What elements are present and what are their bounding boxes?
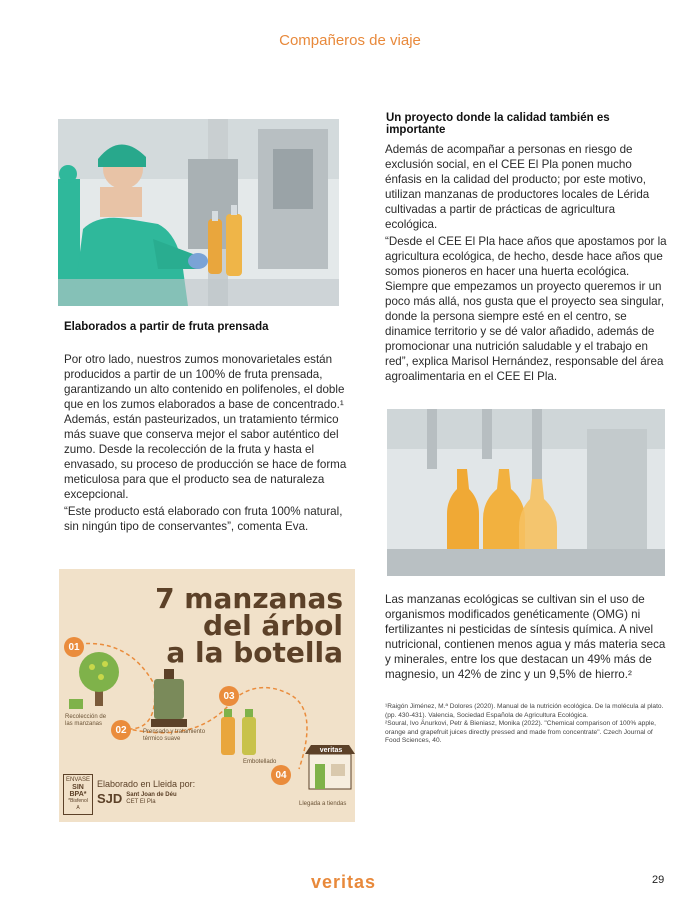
sjd-name-line2: CET El Pla [126,798,156,805]
badge-line1: ENVASE [66,777,90,783]
paragraph-pressed-fruit: Por otro lado, nuestros zumos monovarietales están producidos a partir de un 100% de fruta prensada, garantizando un alto contenido en polifenoles, el doble que en los zumos elaborados a base de concentrado.¹ Además, están pasteurizados, un tratamiento térmico más suave que conserva mejor el sabor auténtico del zumo. Desde la recolección de la fruta y hasta el envasado, su proceso de producción se hace de forma meticulosa para que el producto sea de naturaleza excepcional. [64,353,347,501]
step-02-label: Prensado y tratamiento térmico suave [143,729,206,742]
sjd-logo [97,791,177,806]
badge-line4: *Bisfenol A [68,798,88,811]
paragraph-eva-quote: “Este producto está elaborado con fruta 100% natural, sin ningún tipo de conservantes”, comenta Eva. [64,505,343,533]
heading-quality-project: Un proyecto donde la calidad también es importante [386,112,610,136]
step-01-label: Recolección de las manzanas [65,714,107,727]
sjd-name [126,792,176,806]
infographic-apple-to-bottle [59,569,355,822]
photo-worker-production-line [58,119,339,306]
paragraph-marisol-quote: “Desde el CEE El Pla hace años que apostamos por la agricultura ecológica, de hecho, desde hace años que somos pioneros en hacer una huerta ecológica. Siempre que empezamos un proyecto queremos ir un poco más allá, nos gusta que el proyecto sea singular, donde la persona siempre esté en el centro, se dinamice territorio y se dé valor añadido, además de promocionar una nutrición saludable y el trabajo en red”, explica Marisol Hernández, responsable del área agroalimentaria en el CEE El Pla. [385,235,667,383]
photo-worker-illustration [58,119,339,306]
infographic-title-line1: 7 manzanas [155,582,343,615]
photo-juice-bottles [387,409,665,576]
sjd-acronym: SJD [97,791,123,806]
step-04-label: Llegada a tiendas [299,801,347,807]
bpa-free-badge [63,774,93,815]
footer-brand-logo: veritas [311,872,377,892]
step-03-label: Embotellado [243,759,277,765]
footnote-1: ¹Raigón Jiménez, M.ª Dolores (2020). Manual de la nutrición ecológica. De la molécula al plato. (pp. 430-431). Valencia, Sociedad Española de Agricultura Ecológica. [385,703,664,719]
paragraph-organic-apples: Las manzanas ecológicas se cultivan sin el uso de organismos modificados genéticamente (OMG) ni fertilizantes ni pesticidas de síntesis química. A nivel nutricional, contienen menos agua y más materia seca y minerales, entre los que destacan un 49% más de magnesio, un 42% de zinc y un 9,5% de hierro.² [385,593,666,681]
step-01-circle: 01 [64,637,84,657]
section-title: Compañeros de viaje [279,32,421,49]
step-04-circle: 04 [271,765,291,785]
step-03-circle: 03 [219,686,239,706]
shop-sign: veritas [319,747,343,754]
step-02-circle: 02 [111,720,131,740]
made-in-text: Elaborado en Lleida por: [97,779,196,789]
sjd-name-line1: Sant Joan de Déu [126,791,177,798]
infographic-title-line2: del árbol [203,609,343,642]
footnote-2: ²Soural, Ivo Änurkovi, Petr & Bieniasz, Monika (2022). "Chemical comparison of 100% apple, orange and grapefruit juices directly pressed and made from concentrate". Czech Journal of Food Sciences, 40. [385,720,656,745]
badge-line2: SIN [72,784,84,791]
paragraph-quality-intro: Además de acompañar a personas en riesgo de exclusión social, en el CEE El Pla ponen mucho énfasis en la calidad del producto; por este motivo, utilizan manzanas de productores locales de Lérida cultivadas a partir de prácticas de agricultura ecológica. [385,143,650,231]
badge-line3: BPA* [69,791,87,798]
heading-pressed-fruit: Elaborados a partir de fruta prensada [64,321,269,333]
page-number: 29 [652,874,665,886]
photo-bottles-illustration [387,409,665,576]
footnotes [385,703,667,746]
infographic-title-line3: a la botella [166,636,343,669]
